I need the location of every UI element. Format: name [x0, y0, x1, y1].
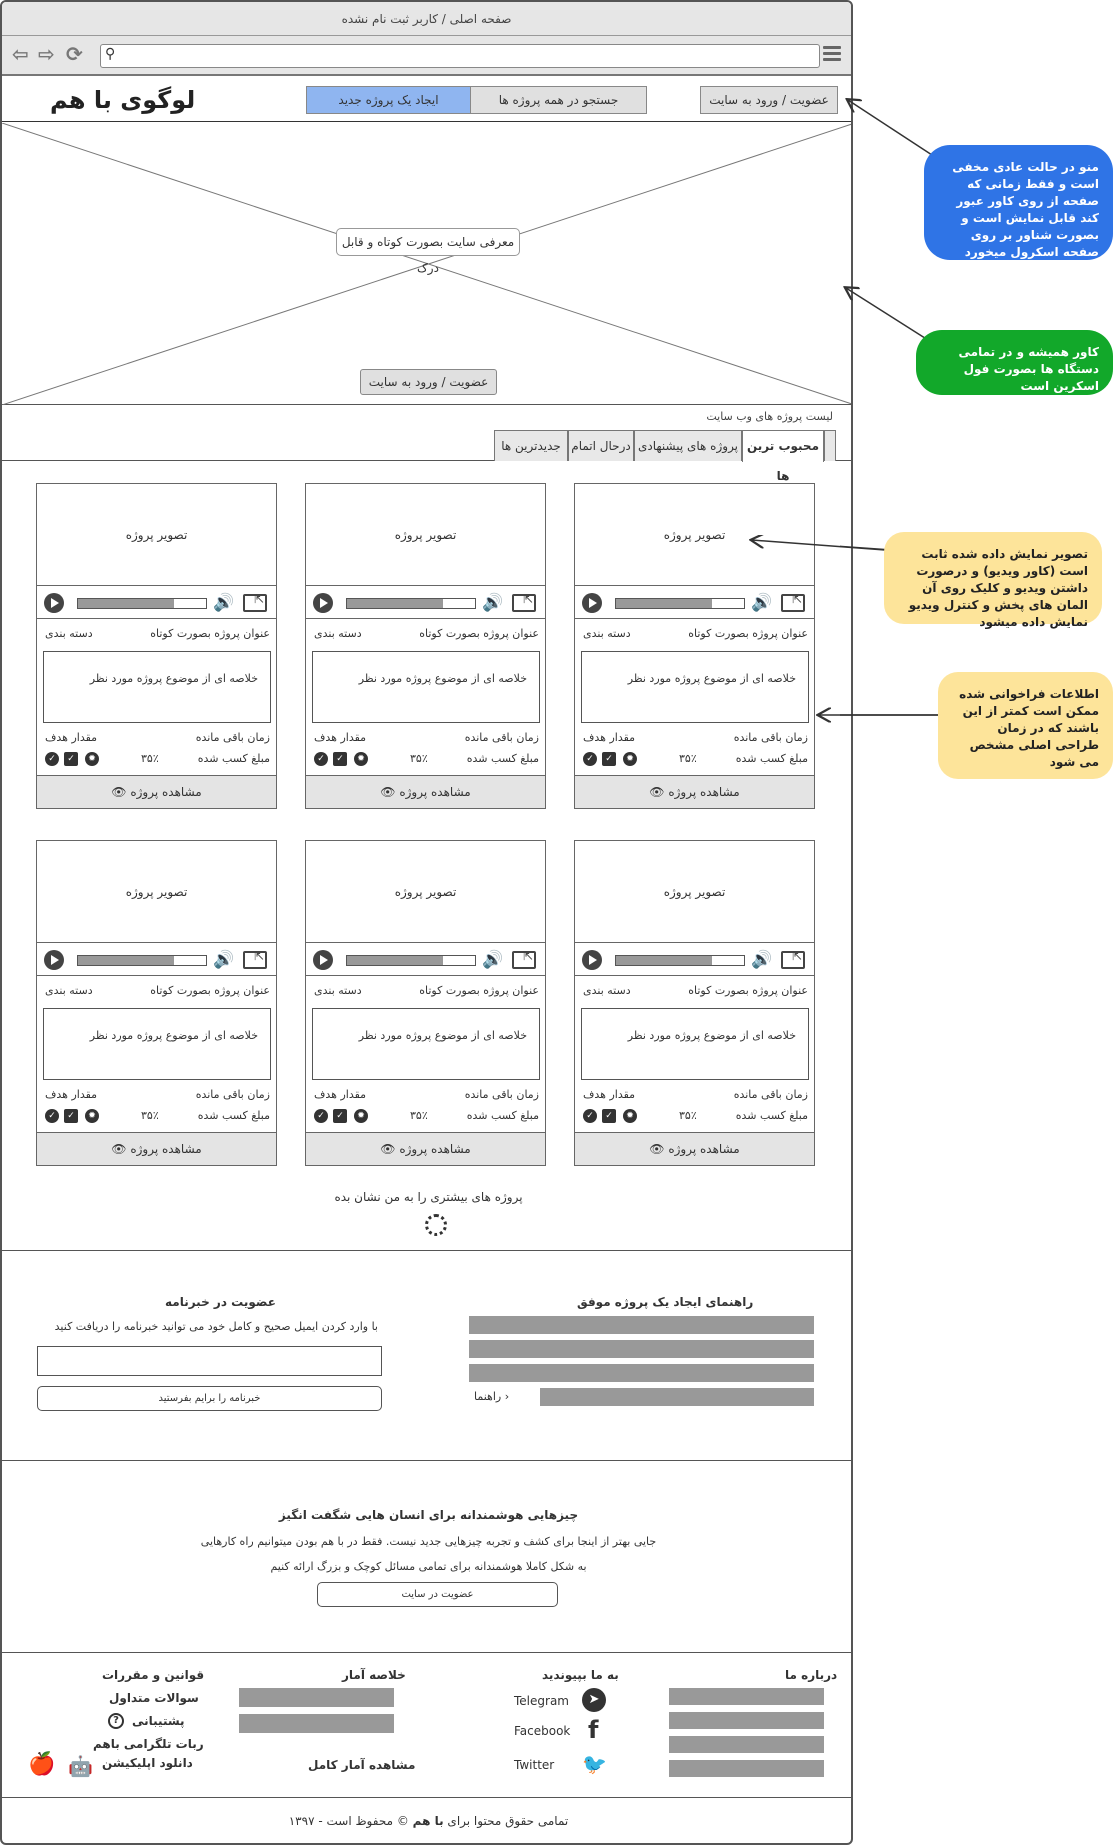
checkbox-icon: ✓: [64, 752, 78, 766]
view-project-label: مشاهده پروژه: [130, 1142, 202, 1156]
project-image[interactable]: تصویر پروژه: [306, 484, 545, 586]
cover-intro: معرفی سایت بصورت کوتاه و قابل درک: [336, 228, 520, 256]
volume-icon[interactable]: 🔊: [213, 950, 235, 970]
footer-about-title: درباره ما: [785, 1668, 838, 1682]
goal-label: مقدار هدف: [314, 1088, 367, 1101]
eye-icon: 👁: [649, 1142, 665, 1156]
project-title[interactable]: عنوان پروژه بصورت کوتاه: [688, 984, 808, 997]
project-category[interactable]: دسته بندی: [583, 627, 631, 640]
promo-title: چیزهایی هوشمندانه برای انسان هایی شگفت انگیز: [278, 1508, 579, 1522]
time-left-label: زمان باقی مانده: [464, 731, 539, 744]
volume-icon[interactable]: 🔊: [751, 950, 773, 970]
video-player: [306, 586, 545, 619]
video-progress-fill: [78, 599, 174, 608]
search-icon: ⚲: [105, 46, 116, 62]
login-button[interactable]: عضویت / ورود به سایت: [700, 86, 838, 114]
telegram-icon[interactable]: ➤: [582, 1688, 606, 1712]
guide-title: راهنمای ایجاد یک پروژه موفق: [577, 1295, 754, 1309]
project-summary: خلاصه ای از موضوع پروژه مورد نظر: [581, 651, 809, 723]
project-image[interactable]: تصویر پروژه: [575, 841, 814, 943]
view-project-button[interactable]: [306, 1132, 545, 1165]
project-image[interactable]: تصویر پروژه: [37, 841, 276, 943]
play-icon[interactable]: [582, 593, 602, 613]
eye-icon: 👁: [649, 785, 665, 799]
footer-rules-link[interactable]: قوانین و مقررات: [102, 1668, 205, 1682]
project-title[interactable]: عنوان پروژه بصورت کوتاه: [419, 984, 539, 997]
arrow-to-image: [740, 535, 890, 565]
time-left-label: زمان باقی مانده: [464, 1088, 539, 1101]
project-title[interactable]: عنوان پروژه بصورت کوتاه: [150, 627, 270, 640]
project-category[interactable]: دسته بندی: [45, 984, 93, 997]
fullscreen-icon[interactable]: [512, 594, 536, 612]
guide-link-label: راهنما: [474, 1390, 502, 1403]
project-card: [36, 840, 277, 1166]
stats-line: [239, 1688, 394, 1707]
project-title[interactable]: عنوان پروژه بصورت کوتاه: [150, 984, 270, 997]
site-header: [2, 80, 851, 122]
about-line: [669, 1688, 824, 1705]
copyright-post: محفوظ است - ۱۳۹۷: [288, 1814, 394, 1828]
video-progress[interactable]: [77, 955, 207, 966]
goal-label: مقدار هدف: [583, 731, 636, 744]
promo-text-line: جایی بهتر از اینجا برای کشف و تجربه چیزهایی جدید نیست. فقط در با هم بودن میتوانیم راه کارهایی: [200, 1535, 657, 1548]
back-icon[interactable]: ⇦: [12, 42, 29, 66]
checkbox-icon: ✓: [602, 1109, 616, 1123]
twitter-icon[interactable]: 🐦: [582, 1752, 607, 1776]
goal-label: مقدار هدف: [45, 1088, 98, 1101]
browser-toolbar: [2, 36, 851, 76]
percent-funded: ۳۵٪: [141, 752, 159, 765]
project-category[interactable]: دسته بندی: [583, 984, 631, 997]
play-icon[interactable]: [44, 950, 64, 970]
view-project-button[interactable]: [37, 775, 276, 808]
check-circle-icon: ✓: [314, 752, 328, 766]
project-image[interactable]: تصویر پروژه: [37, 484, 276, 586]
project-summary: خلاصه ای از موضوع پروژه مورد نظر: [581, 1008, 809, 1080]
address-bar[interactable]: [100, 44, 820, 68]
project-card: [36, 483, 277, 809]
view-project-button[interactable]: [575, 1132, 814, 1165]
promo-text-line: به شکل کاملا هوشمندانه برای تمامی مسائل کوچک و بزرگ ارائه کنیم: [270, 1560, 587, 1573]
raised-label: مبلغ کسب شده: [735, 752, 808, 765]
about-line: [669, 1712, 824, 1729]
view-project-label: مشاهده پروژه: [399, 1142, 471, 1156]
video-player: [575, 586, 814, 619]
guide-item[interactable]: [469, 1364, 814, 1382]
note-menu: منو در حالت عادی مخفی است و فقط زمانی که صفحه از روی کاور عبور کند قابل نمایش است و بصورت شناور بر روی صفحه اسکرول میخورد: [924, 145, 1113, 260]
view-project-button[interactable]: [306, 775, 545, 808]
reload-icon[interactable]: ⟳: [66, 42, 83, 66]
video-player: [306, 943, 545, 976]
android-icon[interactable]: 🤖: [68, 1754, 93, 1778]
eye-icon: 👁: [380, 1142, 396, 1156]
percent-funded: ۳۵٪: [410, 1109, 428, 1122]
play-icon[interactable]: [44, 593, 64, 613]
badge-icon: ✹: [354, 752, 368, 766]
help-icon: ?: [108, 1713, 124, 1729]
time-left-label: زمان باقی مانده: [733, 1088, 808, 1101]
check-circle-icon: ✓: [314, 1109, 328, 1123]
eye-icon: 👁: [111, 1142, 127, 1156]
note-info: اطلاعات فراخوانی شده ممکن است کمتر از این باشند که در زمان طراحی اصلی مشخص می شود: [938, 672, 1113, 779]
video-progress-fill: [347, 956, 443, 965]
check-circle-icon: ✓: [583, 752, 597, 766]
apple-icon[interactable]: 🍎: [28, 1752, 56, 1777]
video-progress[interactable]: [615, 598, 745, 609]
badge-icon: ✹: [85, 1109, 99, 1123]
fullscreen-icon[interactable]: [781, 594, 805, 612]
hamburger-menu-icon[interactable]: [823, 46, 841, 64]
telegram-link[interactable]: Telegram: [514, 1694, 569, 1708]
checkbox-icon: ✓: [64, 1109, 78, 1123]
project-card: [305, 840, 546, 1166]
video-progress[interactable]: [615, 955, 745, 966]
raised-label: مبلغ کسب شده: [466, 752, 539, 765]
window-title: صفحه اصلی / کاربر ثبت نام نشده: [2, 2, 851, 36]
newsletter-title: عضویت در خبرنامه: [165, 1295, 276, 1309]
check-circle-icon: ✓: [45, 1109, 59, 1123]
view-project-label: مشاهده پروژه: [668, 785, 740, 799]
video-progress-fill: [78, 956, 174, 965]
raised-label: مبلغ کسب شده: [466, 1109, 539, 1122]
faq-link[interactable]: سوالات متداول: [109, 1691, 199, 1705]
footer-stats-title: خلاصه آمار: [342, 1668, 406, 1682]
video-progress[interactable]: [346, 955, 476, 966]
video-player: [37, 586, 276, 619]
tab-newest[interactable]: جدیدترین ها: [494, 430, 568, 461]
raised-label: مبلغ کسب شده: [197, 1109, 270, 1122]
loading-spinner-icon: [425, 1214, 447, 1236]
checkbox-icon: ✓: [333, 1109, 347, 1123]
project-tabs: [2, 428, 851, 483]
footer-join-title: به ما بپیوندید: [542, 1668, 619, 1682]
checkbox-icon: ✓: [333, 752, 347, 766]
tab-popular[interactable]: محبوب ترین ها: [742, 430, 824, 462]
full-stats-link[interactable]: مشاهده آمار کامل: [308, 1758, 416, 1772]
percent-funded: ۳۵٪: [679, 752, 697, 765]
guide-item[interactable]: [469, 1316, 814, 1334]
view-project-button[interactable]: [37, 1132, 276, 1165]
volume-icon[interactable]: 🔊: [482, 593, 504, 613]
support-link[interactable]: پشتیبانی: [132, 1714, 185, 1728]
download-app-link[interactable]: دانلود اپلیکیشن: [102, 1756, 193, 1770]
cover-login-button[interactable]: عضویت / ورود به سایت: [360, 369, 497, 395]
fullscreen-icon[interactable]: [781, 951, 805, 969]
cover: [2, 123, 851, 405]
stats-line: [239, 1714, 394, 1733]
project-card: [574, 840, 815, 1166]
about-line: [669, 1736, 824, 1753]
search-projects-button[interactable]: جستجو در همه پروژه ها: [470, 86, 647, 114]
eye-icon: 👁: [111, 785, 127, 799]
create-project-button[interactable]: ایجاد یک پروژه جدید: [306, 86, 471, 114]
newsletter-description: با وارد کردن ایمیل صحیح و کامل خود می توانید خبرنامه را دریافت کنید: [54, 1320, 378, 1333]
view-project-button[interactable]: [575, 775, 814, 808]
play-icon[interactable]: [313, 950, 333, 970]
raised-label: مبلغ کسب شده: [197, 752, 270, 765]
project-category[interactable]: دسته بندی: [45, 627, 93, 640]
badge-icon: ✹: [623, 1109, 637, 1123]
goal-label: مقدار هدف: [314, 731, 367, 744]
project-title[interactable]: عنوان پروژه بصورت کوتاه: [419, 627, 539, 640]
view-project-label: مشاهده پروژه: [399, 785, 471, 799]
goal-label: مقدار هدف: [45, 731, 98, 744]
project-title[interactable]: عنوان پروژه بصورت کوتاه: [688, 627, 808, 640]
copyright-brand: با هم: [412, 1814, 444, 1828]
show-more-link[interactable]: پروژه های بیشتری را به من نشان بده: [334, 1190, 523, 1204]
video-progress-fill: [347, 599, 443, 608]
badge-icon: ✹: [623, 752, 637, 766]
project-summary: خلاصه ای از موضوع پروژه مورد نظر: [43, 651, 271, 723]
check-circle-icon: ✓: [583, 1109, 597, 1123]
play-icon[interactable]: [582, 950, 602, 970]
badge-icon: ✹: [85, 752, 99, 766]
tab-suggested[interactable]: پروژه های پیشنهادی: [634, 430, 742, 461]
volume-icon[interactable]: 🔊: [751, 593, 773, 613]
forward-icon[interactable]: ⇨: [38, 42, 55, 66]
project-category[interactable]: دسته بندی: [314, 627, 362, 640]
time-left-label: زمان باقی مانده: [195, 1088, 270, 1101]
project-image[interactable]: تصویر پروژه: [306, 841, 545, 943]
view-project-label: مشاهده پروژه: [130, 785, 202, 799]
about-line: [669, 1760, 824, 1777]
logo[interactable]: لوگوی با هم: [50, 86, 196, 114]
video-progress-fill: [616, 599, 712, 608]
facebook-icon[interactable]: f: [588, 1716, 599, 1744]
newsletter-email-input[interactable]: [37, 1346, 382, 1376]
badge-icon: ✹: [354, 1109, 368, 1123]
note-image: تصویر نمایش داده شده ثابت است (کاور ویدیو) و درصورت داشتن ویدیو و کلیک روی آن المان های پخش و کنترل ویدیو نمایش داده میشود: [884, 532, 1102, 624]
video-player: [37, 943, 276, 976]
video-progress[interactable]: [346, 598, 476, 609]
goal-label: مقدار هدف: [583, 1088, 636, 1101]
fullscreen-icon[interactable]: [512, 951, 536, 969]
project-image[interactable]: تصویر پروژه: [575, 484, 814, 586]
project-summary: خلاصه ای از موضوع پروژه مورد نظر: [43, 1008, 271, 1080]
tab-ending[interactable]: درحال اتمام: [568, 430, 634, 461]
projects-list-title: لیست پروژه های وب سایت: [706, 410, 833, 423]
check-circle-icon: ✓: [45, 752, 59, 766]
video-player: [575, 943, 814, 976]
video-progress[interactable]: [77, 598, 207, 609]
promo-join-button[interactable]: عضویت در سایت: [317, 1582, 558, 1607]
copyright-icon: ©: [396, 1814, 409, 1828]
copyright-pre: تمامی حقوق محتوا برای: [447, 1814, 569, 1828]
project-card: [574, 483, 815, 809]
tab-scroll[interactable]: [824, 430, 836, 461]
project-category[interactable]: دسته بندی: [314, 984, 362, 997]
telegram-bot-link[interactable]: ربات تلگرامی باهم: [93, 1737, 204, 1751]
raised-label: مبلغ کسب شده: [735, 1109, 808, 1122]
fullscreen-icon[interactable]: [243, 594, 267, 612]
facebook-link[interactable]: Facebook: [514, 1724, 571, 1738]
eye-icon: 👁: [380, 785, 396, 799]
play-icon[interactable]: [313, 593, 333, 613]
guide-link[interactable]: [474, 1390, 509, 1403]
twitter-link[interactable]: Twitter: [514, 1758, 555, 1772]
arrow-to-info: [815, 700, 945, 730]
fullscreen-icon[interactable]: [243, 951, 267, 969]
guide-item[interactable]: [540, 1388, 814, 1406]
view-project-label: مشاهده پروژه: [668, 1142, 740, 1156]
volume-icon[interactable]: 🔊: [482, 950, 504, 970]
checkbox-icon: ✓: [602, 752, 616, 766]
guide-item[interactable]: [469, 1340, 814, 1358]
percent-funded: ۳۵٪: [141, 1109, 159, 1122]
percent-funded: ۳۵٪: [679, 1109, 697, 1122]
time-left-label: زمان باقی مانده: [195, 731, 270, 744]
video-progress-fill: [616, 956, 712, 965]
copyright: [2, 1814, 853, 1828]
project-summary: خلاصه ای از موضوع پروژه مورد نظر: [312, 651, 540, 723]
project-summary: خلاصه ای از موضوع پروژه مورد نظر: [312, 1008, 540, 1080]
project-card: [305, 483, 546, 809]
note-cover: کاور همیشه و در تمامی دستگاه ها بصورت فول اسکرین است: [916, 330, 1113, 395]
chevron-left-icon: ‹: [504, 1390, 510, 1403]
time-left-label: زمان باقی مانده: [733, 731, 808, 744]
volume-icon[interactable]: 🔊: [213, 593, 235, 613]
newsletter-submit-button[interactable]: خبرنامه را برایم بفرستید: [37, 1386, 382, 1411]
percent-funded: ۳۵٪: [410, 752, 428, 765]
